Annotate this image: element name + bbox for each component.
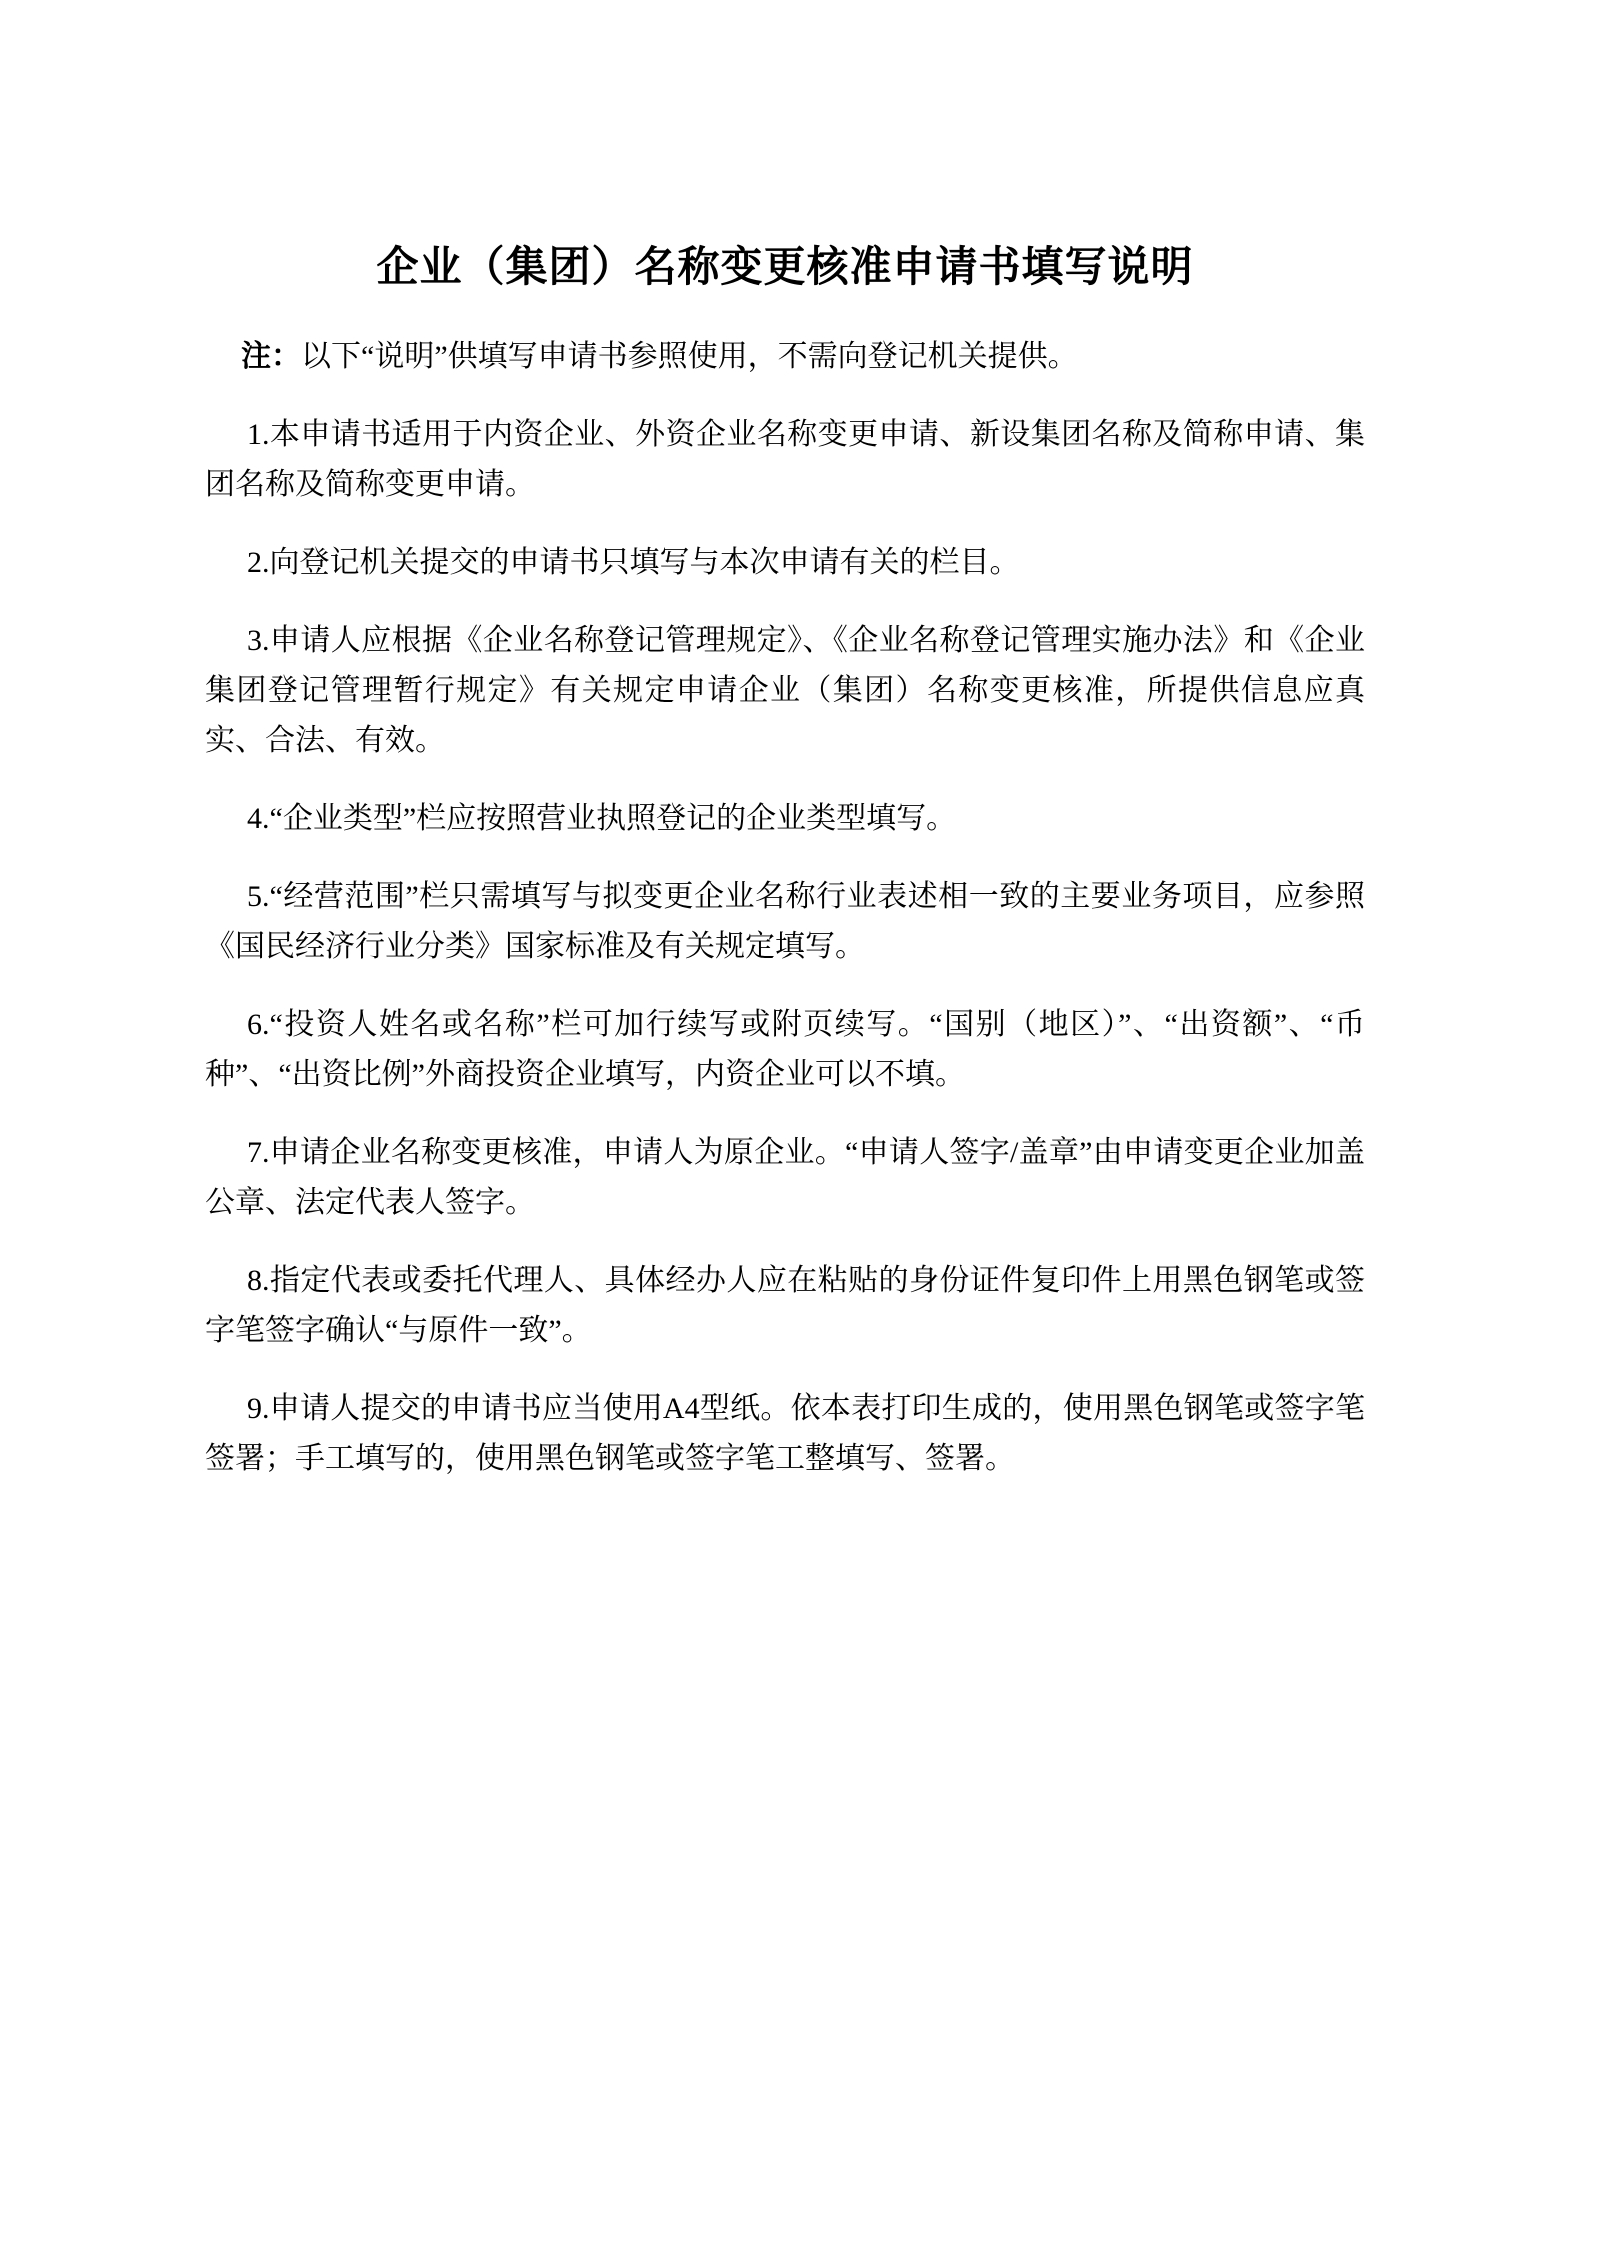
paragraph-6: 6.“投资人姓名或名称”栏可加行续写或附页续写。“国别（地区）”、“出资额”、“币种”、“出资比例”外商投资企业填写，内资企业可以不填。 (205, 1008, 1365, 1091)
note-line (205, 332, 1365, 382)
document-title: 企业（集团）名称变更核准申请书填写说明 (376, 245, 1194, 291)
paragraph-1: 1.本申请书适用于内资企业、外资企业名称变更申请、新设集团名称及简称申请、集团名称及简称变更申请。 (205, 418, 1365, 501)
paragraph-5: 5.“经营范围”栏只需填写与拟变更企业名称行业表述相一致的主要业务项目，应参照《国民经济行业分类》国家标准及有关规定填写。 (205, 880, 1365, 963)
paragraph-2: 2.向登记机关提交的申请书只填写与本次申请有关的栏目。 (247, 546, 1020, 579)
paragraph-9: 9.申请人提交的申请书应当使用A4型纸。依本表打印生成的，使用黑色钢笔或签字笔签署；手工填写的，使用黑色钢笔或签字笔工整填写、签署。 (205, 1392, 1365, 1475)
paragraph-7: 7.申请企业名称变更核准，申请人为原企业。“申请人签字/盖章”由申请变更企业加盖公章、法定代表人签字。 (205, 1136, 1365, 1219)
note-text: 以下“说明”供填写申请书参照使用，不需向登记机关提供。 (301, 340, 1078, 373)
paragraph-8: 8.指定代表或委托代理人、具体经办人应在粘贴的身份证件复印件上用黑色钢笔或签字笔签字确认“与原件一致”。 (205, 1264, 1365, 1347)
paragraph-3: 3.申请人应根据《企业名称登记管理规定》、《企业名称登记管理实施办法》和《企业集团登记管理暂行规定》有关规定申请企业（集团）名称变更核准，所提供信息应真实、合法、有效。 (205, 624, 1365, 757)
note-label: 注： (241, 340, 301, 373)
paragraph-4: 4.“企业类型”栏应按照营业执照登记的企业类型填写。 (247, 802, 957, 835)
